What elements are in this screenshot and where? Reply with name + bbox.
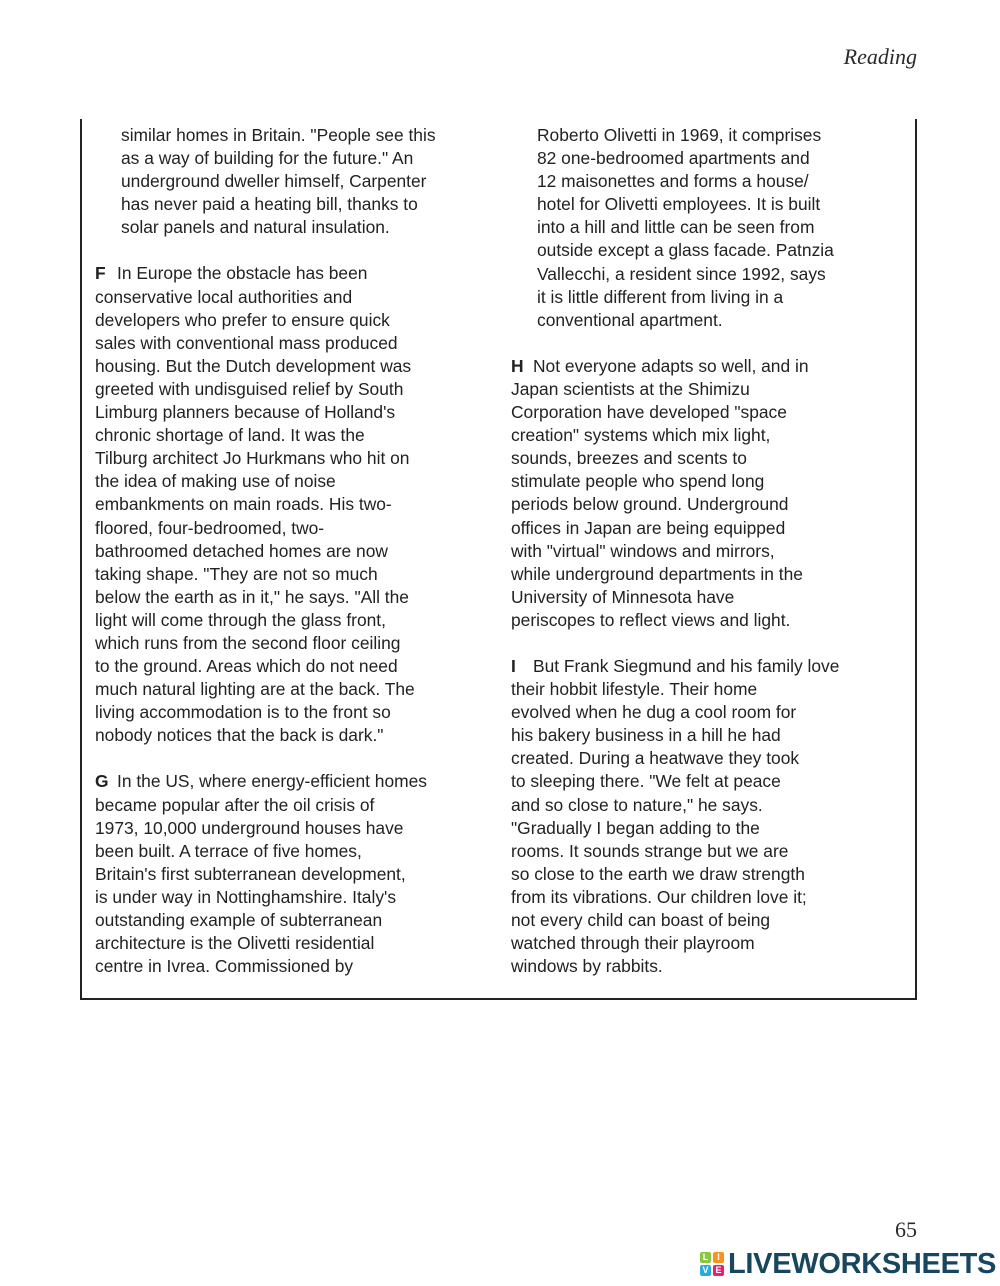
logo-mark-icon	[700, 1252, 724, 1276]
paragraph-f	[95, 262, 480, 747]
text-line: while underground departments in the	[511, 563, 803, 584]
left-column	[95, 124, 480, 1001]
text-line: conventional apartment.	[537, 309, 723, 330]
text-line: underground dweller himself, Carpenter	[121, 171, 427, 192]
text-line: chronic shortage of land. It was the	[95, 425, 365, 446]
text-line: architecture is the Olivetti residential	[95, 933, 375, 954]
text-line: outside except a glass facade. Patnzia	[537, 240, 834, 261]
right-column	[511, 124, 871, 1001]
logo-text: LIVEWORKSHEETS	[728, 1247, 997, 1280]
text-line: Limburg planners because of Holland's	[95, 402, 396, 423]
text-line: bathroomed detached homes are now	[95, 540, 388, 561]
text-line: "Gradually I began adding to the	[511, 817, 760, 838]
text-line: light will come through the glass front,	[95, 609, 386, 630]
text-line: his bakery business in a hill he had	[511, 725, 781, 746]
text-line: been built. A terrace of five homes,	[95, 840, 362, 861]
text-line: from its vibrations. Our children love it;	[511, 886, 807, 907]
section-header: Reading	[843, 44, 917, 69]
text-line: sounds, breezes and scents to	[511, 448, 747, 469]
paragraph-e-continued	[95, 124, 480, 239]
text-line: Britain's first subterranean development,	[95, 863, 406, 884]
paragraph-letter-g: G	[95, 771, 109, 792]
paragraph-letter-h: H	[511, 355, 524, 376]
text-line: hotel for Olivetti employees. It is built	[537, 194, 821, 215]
text-line: watched through their playroom	[511, 933, 755, 954]
text-line: In the US, where energy-efficient homes	[117, 771, 427, 792]
text-line: much natural lighting are at the back. The	[95, 679, 415, 700]
text-line: windows by rabbits.	[511, 956, 663, 977]
text-line: solar panels and natural insulation.	[121, 217, 390, 238]
text-line: Not everyone adapts so well, and in	[533, 355, 809, 376]
text-line: as a way of building for the future." An	[121, 148, 414, 169]
text-line: and so close to nature," he says.	[511, 794, 763, 815]
text-line: developers who prefer to ensure quick	[95, 309, 390, 330]
text-line: is under way in Nottinghamshire. Italy's	[95, 886, 397, 907]
text-line: with "virtual" windows and mirrors,	[511, 540, 775, 561]
text-line: centre in Ivrea. Commissioned by	[95, 956, 354, 977]
text-line: their hobbit lifestyle. Their home	[511, 679, 758, 700]
text-line: below the earth as in it," he says. "All the	[95, 586, 409, 607]
text-line: Tilburg architect Jo Hurkmans who hit on	[95, 448, 410, 469]
text-line: into a hill and little can be seen from	[537, 217, 815, 238]
text-line: became popular after the oil crisis of	[95, 794, 375, 815]
text-line: Corporation have developed "space	[511, 402, 787, 423]
text-line: taking shape. "They are not so much	[95, 563, 378, 584]
text-line: rooms. It sounds strange but we are	[511, 840, 789, 861]
text-line: 82 one-bedroomed apartments and	[537, 148, 810, 169]
text-line: stimulate people who spend long	[511, 471, 765, 492]
page-number: 65	[895, 1217, 917, 1242]
liveworksheets-logo[interactable]	[700, 1248, 996, 1280]
text-line: 12 maisonettes and forms a house/	[537, 171, 809, 192]
text-line: evolved when he dug a cool room for	[511, 702, 797, 723]
text-line: But Frank Siegmund and his family love	[533, 655, 840, 676]
paragraph-letter-f: F	[95, 263, 106, 284]
text-line: 1973, 10,000 underground houses have	[95, 817, 404, 838]
paragraph-letter-i: I	[511, 655, 516, 676]
text-line: nobody notices that the back is dark."	[95, 725, 384, 746]
text-line: created. During a heatwave they took	[511, 748, 800, 769]
text-line: the idea of making use of noise	[95, 471, 336, 492]
text-line: periscopes to reflect views and light.	[511, 609, 791, 630]
text-line: offices in Japan are being equipped	[511, 517, 786, 538]
text-line: outstanding example of subterranean	[95, 910, 383, 930]
text-line: embankments on main roads. His two-	[95, 494, 392, 515]
paragraph-g	[95, 770, 480, 978]
logo-letter-v: V	[700, 1265, 711, 1276]
paragraph-g-continued	[511, 124, 871, 332]
text-line: periods below ground. Underground	[511, 494, 789, 515]
text-line: sales with conventional mass produced	[95, 332, 398, 353]
text-line: to sleeping there. "We felt at peace	[511, 771, 781, 792]
text-line: conservative local authorities and	[95, 286, 353, 307]
text-line: so close to the earth we draw strength	[511, 863, 805, 884]
paragraph-h	[511, 355, 871, 632]
text-line: it is little different from living in a	[537, 286, 784, 307]
text-line: which runs from the second floor ceiling	[95, 632, 401, 653]
text-line: housing. But the Dutch development was	[95, 355, 412, 376]
text-line: living accommodation is to the front so	[95, 702, 391, 723]
logo-letter-e: E	[713, 1265, 724, 1276]
text-line: Vallecchi, a resident since 1992, says	[537, 263, 826, 284]
text-line: greeted with undisguised relief by South	[95, 378, 404, 399]
text-line: not every child can boast of being	[511, 910, 771, 930]
logo-letter-l: L	[700, 1252, 711, 1263]
text-line: Roberto Olivetti in 1969, it comprises	[537, 125, 822, 145]
text-line: creation" systems which mix light,	[511, 425, 771, 446]
text-line: to the ground. Areas which do not need	[95, 656, 398, 677]
text-line: has never paid a heating bill, thanks to	[121, 194, 418, 215]
text-line: University of Minnesota have	[511, 586, 735, 607]
text-line: Japan scientists at the Shimizu	[511, 378, 750, 399]
text-line: In Europe the obstacle has been	[117, 263, 368, 284]
logo-letter-i: I	[713, 1252, 724, 1263]
text-line: similar homes in Britain. "People see this	[121, 125, 436, 145]
text-line: floored, four-bedroomed, two-	[95, 517, 325, 538]
paragraph-i	[511, 655, 871, 978]
